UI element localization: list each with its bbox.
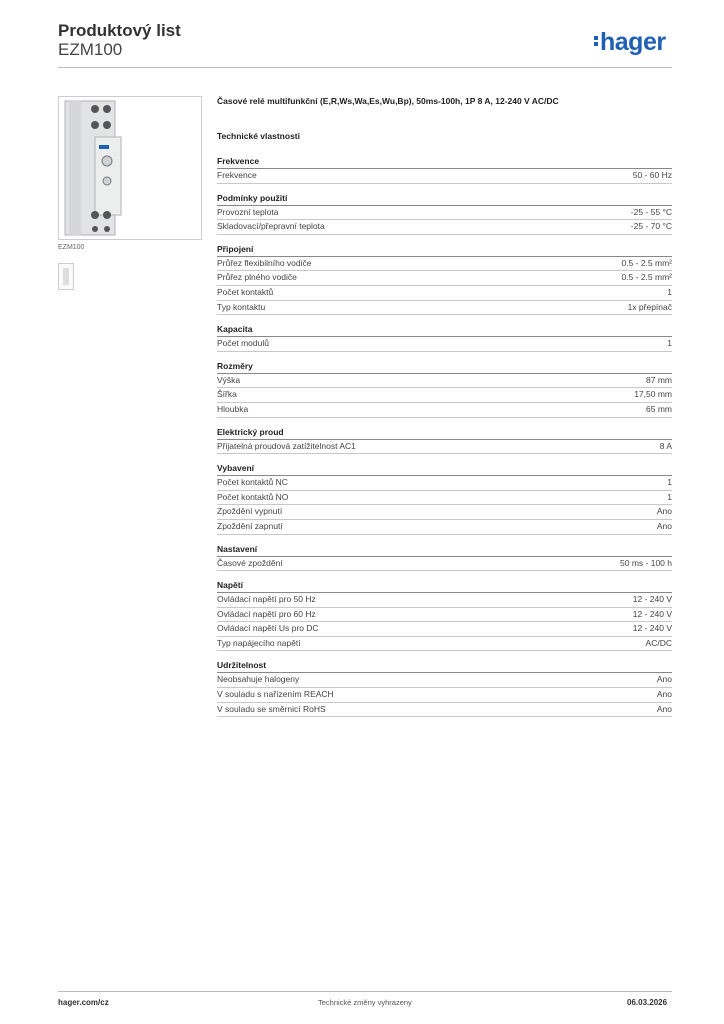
- section-title: Rozměry: [217, 360, 672, 374]
- footer-site: hager.com/cz: [58, 998, 109, 1007]
- spec-label: Ovládací napětí pro 60 Hz: [217, 608, 316, 619]
- spec-label: Časové zpoždění: [217, 557, 283, 568]
- spec-section: [217, 426, 672, 455]
- spec-row: [217, 622, 672, 637]
- spec-section: [217, 360, 672, 418]
- spec-value: 1: [667, 338, 672, 349]
- spec-row: [217, 505, 672, 520]
- page-title: Produktový list: [58, 21, 181, 40]
- spec-row: [217, 206, 672, 221]
- spec-row: [217, 337, 672, 352]
- spec-value: 50 ms - 100 h: [620, 557, 672, 568]
- spec-value: Ano: [656, 689, 672, 700]
- spec-value: 1x přepínač: [627, 301, 672, 312]
- spec-value: -25 - 70 °C: [630, 221, 672, 232]
- spec-label: Provozní teplota: [217, 206, 279, 217]
- spec-value: Ano: [656, 520, 672, 531]
- spec-value: 0.5 - 2.5 mm²: [621, 272, 672, 283]
- spec-value: 17,50 mm: [634, 389, 672, 400]
- spec-row: [217, 286, 672, 301]
- spec-section: [217, 243, 672, 315]
- spec-value: -25 - 55 °C: [630, 206, 672, 217]
- spec-value: 65 mm: [646, 403, 672, 414]
- section-title: Frekvence: [217, 155, 672, 169]
- spec-label: Průřez plného vodiče: [217, 272, 297, 283]
- spec-value: 50 - 60 Hz: [632, 170, 672, 180]
- logo-text: hager: [600, 28, 666, 56]
- spec-row: [217, 374, 672, 389]
- spec-row: [217, 257, 672, 272]
- section-title: Kapacita: [217, 323, 672, 337]
- hager-logo: [594, 28, 666, 57]
- spec-label: Ovládací napětí pro 50 Hz: [217, 594, 316, 605]
- spec-section: [217, 579, 672, 651]
- spec-value: 8 A: [659, 440, 672, 451]
- section-title: Připojení: [217, 243, 672, 257]
- spec-label: Přijatelná proudová zatížitelnost AC1: [217, 440, 356, 451]
- spec-row: [217, 557, 672, 572]
- spec-label: Zpoždění vypnutí: [217, 506, 283, 517]
- spec-value: 12 - 240 V: [632, 594, 672, 605]
- section-title: Vybavení: [217, 462, 672, 476]
- spec-value: 1: [667, 477, 672, 488]
- spec-row: [217, 220, 672, 235]
- spec-label: Počet kontaktů NC: [217, 477, 288, 488]
- spec-row: [217, 673, 672, 688]
- footer-date: 06.03.2026: [627, 998, 668, 1007]
- spec-label: Frekvence: [217, 170, 257, 180]
- spec-row: [217, 403, 672, 418]
- spec-value: 12 - 240 V: [632, 608, 672, 619]
- spec-label: Výška: [217, 374, 241, 385]
- spec-row: [217, 440, 672, 455]
- section-title: Elektrický proud: [217, 426, 672, 440]
- spec-label: Průřez flexibilního vodiče: [217, 257, 312, 268]
- spec-value: 12 - 240 V: [632, 623, 672, 634]
- spec-label: Počet kontaktů NO: [217, 491, 289, 502]
- spec-value: 0.5 - 2.5 mm²: [621, 257, 672, 268]
- section-title: Podmínky použití: [217, 192, 672, 206]
- spec-label: V souladu s nařízením REACH: [217, 689, 334, 700]
- spec-row: [217, 608, 672, 623]
- spec-label: Šířka: [217, 389, 237, 400]
- spec-value: 1: [667, 491, 672, 502]
- spec-row: [217, 476, 672, 491]
- spec-row: [217, 169, 672, 184]
- spec-row: [217, 271, 672, 286]
- spec-row: [217, 520, 672, 535]
- spec-label: Neobsahuje halogeny: [217, 674, 300, 685]
- spec-row: [217, 637, 672, 652]
- spec-section: [217, 155, 672, 184]
- spec-label: Typ napájecího napětí: [217, 637, 301, 648]
- spec-row: [217, 703, 672, 718]
- spec-row: [217, 688, 672, 703]
- spec-value: Ano: [656, 674, 672, 685]
- spec-section: [217, 323, 672, 352]
- section-title: Napětí: [217, 579, 672, 593]
- spec-value: Ano: [656, 703, 672, 714]
- thumbnail-icon: [59, 264, 73, 289]
- spec-section: [217, 192, 672, 235]
- spec-label: Počet kontaktů: [217, 286, 274, 297]
- spec-label: Ovládací napětí Us pro DC: [217, 623, 319, 634]
- thumbnail-image[interactable]: [58, 263, 74, 290]
- product-code: EZM100: [58, 40, 123, 59]
- footer-note: Technické změny vyhrazeny: [318, 998, 412, 1007]
- product-image: [58, 96, 202, 240]
- product-description: Časové relé multifunkční (E,R,Ws,Wa,Es,Wu,Bp), 50ms-100h, 1P 8 A, 12-240 V AC/DC: [217, 96, 559, 106]
- spec-value: 1: [667, 286, 672, 297]
- spec-row: [217, 593, 672, 608]
- spec-row: [217, 301, 672, 316]
- header-divider: [58, 67, 672, 68]
- relay-device-icon: [59, 97, 201, 239]
- spec-label: Hloubka: [217, 403, 249, 414]
- tech-properties-title: Technické vlastnosti: [217, 131, 300, 141]
- spec-label: Zpoždění zapnutí: [217, 520, 283, 531]
- spec-row: [217, 491, 672, 506]
- section-title: Udržitelnost: [217, 659, 672, 673]
- footer-divider: [58, 991, 672, 992]
- spec-section: [217, 659, 672, 717]
- spec-value: AC/DC: [645, 637, 672, 648]
- spec-label: V souladu se směrnicí RoHS: [217, 703, 326, 714]
- spec-label: Typ kontaktu: [217, 301, 266, 312]
- spec-row: [217, 388, 672, 403]
- spec-section: [217, 543, 672, 572]
- logo-dots-icon: [594, 34, 598, 48]
- spec-value: 87 mm: [646, 374, 672, 385]
- spec-section: [217, 462, 672, 534]
- spec-table: [217, 155, 672, 725]
- spec-label: Skladovací/přepravní teplota: [217, 221, 325, 232]
- spec-label: Počet modulů: [217, 338, 269, 349]
- spec-value: Ano: [656, 506, 672, 517]
- section-title: Nastavení: [217, 543, 672, 557]
- image-caption: EZM100: [58, 244, 85, 251]
